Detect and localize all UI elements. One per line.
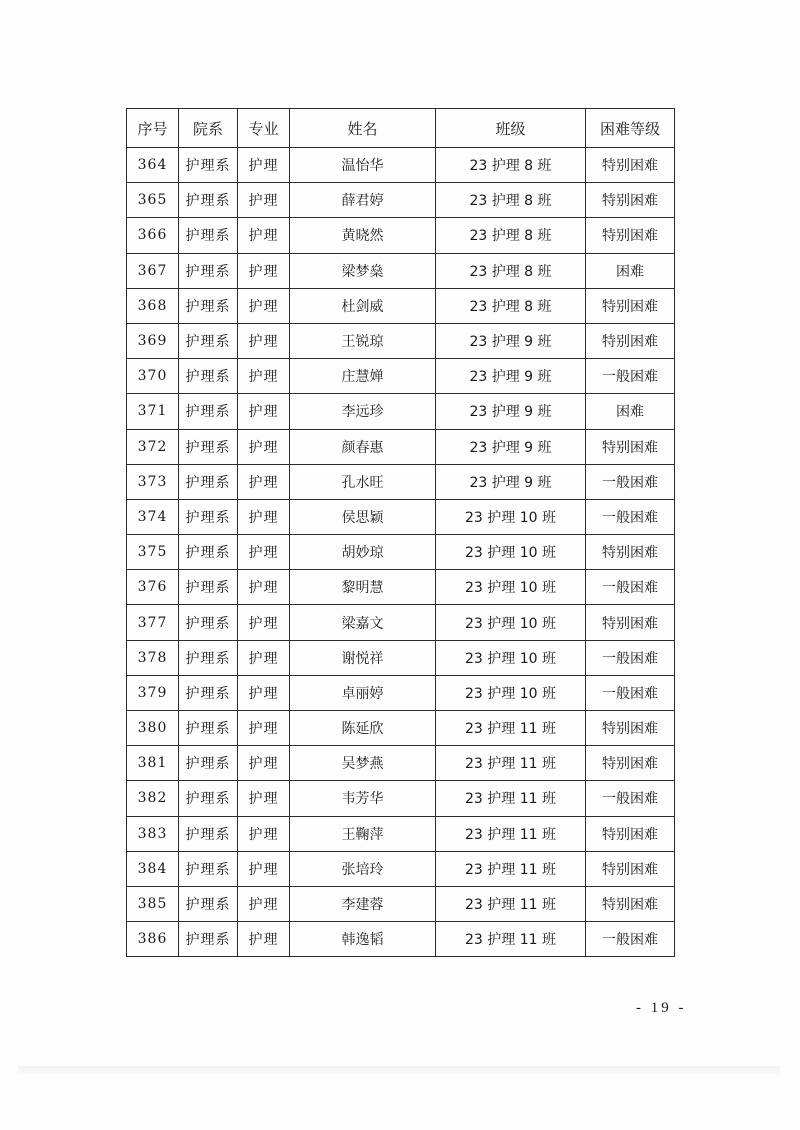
header-major: 专业 <box>238 109 290 148</box>
cell-class: 23 护理 10 班 <box>436 499 586 534</box>
table-row <box>127 746 675 781</box>
cell-dept: 护理系 <box>179 711 238 746</box>
cell-dept: 护理系 <box>179 218 238 253</box>
cell-dept: 护理系 <box>179 464 238 499</box>
cell-no: 385 <box>127 886 179 921</box>
cell-no: 368 <box>127 288 179 323</box>
cell-level: 一般困难 <box>586 359 675 394</box>
cell-dept: 护理系 <box>179 851 238 886</box>
cell-no: 372 <box>127 429 179 464</box>
cell-class: 23 护理 8 班 <box>436 288 586 323</box>
cell-no: 367 <box>127 253 179 288</box>
cell-name: 梁嘉文 <box>290 605 436 640</box>
table-row <box>127 499 675 534</box>
table-row <box>127 675 675 710</box>
table-row <box>127 218 675 253</box>
cell-dept: 护理系 <box>179 253 238 288</box>
cell-class: 23 护理 9 班 <box>436 359 586 394</box>
cell-name: 陈延欣 <box>290 711 436 746</box>
cell-class: 23 护理 11 班 <box>436 781 586 816</box>
cell-major: 护理 <box>238 464 290 499</box>
header-dept: 院系 <box>179 109 238 148</box>
cell-name: 温怡华 <box>290 148 436 183</box>
cell-level: 特别困难 <box>586 218 675 253</box>
header-name: 姓名 <box>290 109 436 148</box>
cell-dept: 护理系 <box>179 499 238 534</box>
cell-major: 护理 <box>238 570 290 605</box>
cell-no: 370 <box>127 359 179 394</box>
table-row <box>127 570 675 605</box>
cell-name: 黎明慧 <box>290 570 436 605</box>
cell-major: 护理 <box>238 359 290 394</box>
cell-class: 23 护理 11 班 <box>436 886 586 921</box>
cell-no: 378 <box>127 640 179 675</box>
cell-level: 困难 <box>586 253 675 288</box>
cell-no: 374 <box>127 499 179 534</box>
header-level: 困难等级 <box>586 109 675 148</box>
cell-class: 23 护理 10 班 <box>436 675 586 710</box>
cell-class: 23 护理 8 班 <box>436 253 586 288</box>
cell-no: 364 <box>127 148 179 183</box>
table-row <box>127 429 675 464</box>
cell-no: 379 <box>127 675 179 710</box>
cell-name: 薛君婷 <box>290 183 436 218</box>
cell-class: 23 护理 8 班 <box>436 218 586 253</box>
cell-class: 23 护理 11 班 <box>436 746 586 781</box>
cell-dept: 护理系 <box>179 394 238 429</box>
table-row <box>127 851 675 886</box>
cell-major: 护理 <box>238 781 290 816</box>
cell-level: 特别困难 <box>586 148 675 183</box>
cell-level: 特别困难 <box>586 711 675 746</box>
cell-name: 胡妙琼 <box>290 535 436 570</box>
cell-major: 护理 <box>238 886 290 921</box>
cell-class: 23 护理 11 班 <box>436 851 586 886</box>
cell-major: 护理 <box>238 288 290 323</box>
cell-name: 张培玲 <box>290 851 436 886</box>
cell-name: 李远珍 <box>290 394 436 429</box>
cell-name: 卓丽婷 <box>290 675 436 710</box>
cell-no: 376 <box>127 570 179 605</box>
cell-class: 23 护理 11 班 <box>436 711 586 746</box>
cell-level: 一般困难 <box>586 499 675 534</box>
table-row <box>127 253 675 288</box>
cell-major: 护理 <box>238 640 290 675</box>
cell-dept: 护理系 <box>179 605 238 640</box>
cell-major: 护理 <box>238 499 290 534</box>
cell-class: 23 护理 9 班 <box>436 323 586 358</box>
cell-name: 谢悦祥 <box>290 640 436 675</box>
cell-name: 孔水旺 <box>290 464 436 499</box>
table-row <box>127 359 675 394</box>
cell-level: 特别困难 <box>586 535 675 570</box>
table-row <box>127 183 675 218</box>
cell-major: 护理 <box>238 851 290 886</box>
table-body <box>127 148 675 957</box>
cell-level: 特别困难 <box>586 605 675 640</box>
cell-level: 特别困难 <box>586 886 675 921</box>
cell-name: 韩逸韬 <box>290 922 436 957</box>
cell-level: 特别困难 <box>586 183 675 218</box>
cell-name: 王鞠萍 <box>290 816 436 851</box>
table-row <box>127 148 675 183</box>
table-row <box>127 781 675 816</box>
table-row <box>127 886 675 921</box>
cell-name: 杜剑威 <box>290 288 436 323</box>
cell-dept: 护理系 <box>179 922 238 957</box>
table-row <box>127 535 675 570</box>
cell-no: 369 <box>127 323 179 358</box>
cell-no: 365 <box>127 183 179 218</box>
cell-class: 23 护理 9 班 <box>436 429 586 464</box>
cell-major: 护理 <box>238 535 290 570</box>
cell-level: 特别困难 <box>586 288 675 323</box>
cell-level: 特别困难 <box>586 816 675 851</box>
cell-class: 23 护理 11 班 <box>436 922 586 957</box>
cell-no: 377 <box>127 605 179 640</box>
cell-major: 护理 <box>238 148 290 183</box>
cell-major: 护理 <box>238 605 290 640</box>
cell-name: 王锐琼 <box>290 323 436 358</box>
cell-level: 特别困难 <box>586 429 675 464</box>
table-row <box>127 288 675 323</box>
cell-dept: 护理系 <box>179 640 238 675</box>
cell-no: 386 <box>127 922 179 957</box>
cell-class: 23 护理 9 班 <box>436 394 586 429</box>
cell-level: 特别困难 <box>586 323 675 358</box>
page-number: - 19 - <box>636 1000 687 1016</box>
cell-no: 381 <box>127 746 179 781</box>
cell-class: 23 护理 10 班 <box>436 535 586 570</box>
cell-no: 380 <box>127 711 179 746</box>
table-row <box>127 816 675 851</box>
cell-level: 一般困难 <box>586 570 675 605</box>
cell-level: 特别困难 <box>586 851 675 886</box>
cell-level: 困难 <box>586 394 675 429</box>
cell-major: 护理 <box>238 323 290 358</box>
cell-no: 382 <box>127 781 179 816</box>
scan-edge <box>18 1066 780 1074</box>
cell-class: 23 护理 11 班 <box>436 816 586 851</box>
cell-class: 23 护理 10 班 <box>436 570 586 605</box>
cell-name: 颜春惠 <box>290 429 436 464</box>
cell-level: 特别困难 <box>586 746 675 781</box>
table-row <box>127 922 675 957</box>
cell-level: 一般困难 <box>586 781 675 816</box>
table-row <box>127 394 675 429</box>
table-row <box>127 711 675 746</box>
cell-dept: 护理系 <box>179 746 238 781</box>
cell-name: 侯思颖 <box>290 499 436 534</box>
cell-name: 吴梦燕 <box>290 746 436 781</box>
cell-no: 373 <box>127 464 179 499</box>
table-row <box>127 605 675 640</box>
cell-major: 护理 <box>238 253 290 288</box>
cell-name: 庄慧婵 <box>290 359 436 394</box>
cell-dept: 护理系 <box>179 359 238 394</box>
cell-name: 梁梦燊 <box>290 253 436 288</box>
cell-dept: 护理系 <box>179 781 238 816</box>
cell-name: 黄晓然 <box>290 218 436 253</box>
cell-dept: 护理系 <box>179 886 238 921</box>
cell-major: 护理 <box>238 711 290 746</box>
cell-no: 384 <box>127 851 179 886</box>
cell-class: 23 护理 10 班 <box>436 605 586 640</box>
cell-dept: 护理系 <box>179 816 238 851</box>
cell-major: 护理 <box>238 675 290 710</box>
cell-dept: 护理系 <box>179 183 238 218</box>
cell-dept: 护理系 <box>179 429 238 464</box>
cell-major: 护理 <box>238 394 290 429</box>
cell-name: 韦芳华 <box>290 781 436 816</box>
cell-major: 护理 <box>238 429 290 464</box>
cell-major: 护理 <box>238 922 290 957</box>
cell-level: 一般困难 <box>586 640 675 675</box>
table-row <box>127 640 675 675</box>
cell-level: 一般困难 <box>586 675 675 710</box>
cell-level: 一般困难 <box>586 922 675 957</box>
cell-level: 一般困难 <box>586 464 675 499</box>
cell-class: 23 护理 8 班 <box>436 183 586 218</box>
cell-major: 护理 <box>238 218 290 253</box>
cell-class: 23 护理 8 班 <box>436 148 586 183</box>
cell-dept: 护理系 <box>179 323 238 358</box>
cell-no: 383 <box>127 816 179 851</box>
table-header-row <box>127 109 675 148</box>
cell-no: 371 <box>127 394 179 429</box>
cell-major: 护理 <box>238 746 290 781</box>
cell-no: 366 <box>127 218 179 253</box>
cell-dept: 护理系 <box>179 148 238 183</box>
table-row <box>127 464 675 499</box>
cell-name: 李建蓉 <box>290 886 436 921</box>
cell-dept: 护理系 <box>179 535 238 570</box>
cell-class: 23 护理 10 班 <box>436 640 586 675</box>
cell-dept: 护理系 <box>179 675 238 710</box>
student-roster-table <box>126 108 675 957</box>
cell-dept: 护理系 <box>179 570 238 605</box>
cell-dept: 护理系 <box>179 288 238 323</box>
cell-no: 375 <box>127 535 179 570</box>
table-row <box>127 323 675 358</box>
cell-class: 23 护理 9 班 <box>436 464 586 499</box>
cell-major: 护理 <box>238 183 290 218</box>
header-class: 班级 <box>436 109 586 148</box>
cell-major: 护理 <box>238 816 290 851</box>
header-no: 序号 <box>127 109 179 148</box>
